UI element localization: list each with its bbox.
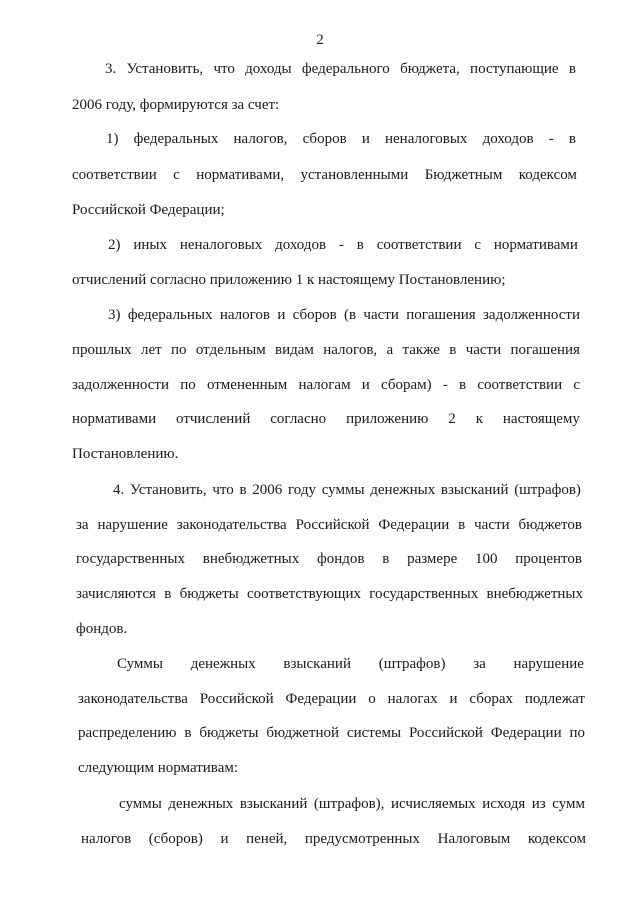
word: предусмотренных xyxy=(304,831,421,847)
word: о xyxy=(368,691,376,707)
word: задолженности xyxy=(72,377,169,393)
text-line: 2006 году, формируются за счет: xyxy=(72,97,280,113)
word: видам xyxy=(275,342,314,358)
word: в xyxy=(568,61,576,77)
text-line xyxy=(78,690,585,708)
word: 100 xyxy=(475,551,498,567)
word: за xyxy=(473,656,486,672)
word: суммы xyxy=(321,482,365,498)
word: федерального xyxy=(301,61,390,77)
word: исчисляемых xyxy=(390,796,476,812)
word: налогам xyxy=(298,377,351,393)
word: подлежат xyxy=(524,691,585,707)
word: сборов xyxy=(302,131,347,147)
word: с xyxy=(573,377,580,393)
word: к xyxy=(475,411,483,427)
word: (штрафов), xyxy=(313,796,385,812)
word: Российской xyxy=(295,517,370,533)
word: взысканий xyxy=(283,656,351,672)
word: с xyxy=(474,237,481,253)
word: денежных xyxy=(190,656,256,672)
word: в xyxy=(568,131,576,147)
word: и xyxy=(361,377,370,393)
word: налогов xyxy=(219,307,270,323)
text-line xyxy=(72,341,580,359)
word: за xyxy=(76,517,89,533)
word: Установить, xyxy=(126,61,204,77)
word: 4. xyxy=(113,482,125,498)
word: сумм xyxy=(552,796,585,812)
word: также xyxy=(402,342,440,358)
word: сборов xyxy=(292,307,337,323)
word: кодексом xyxy=(518,167,577,183)
word: (штрафов) xyxy=(514,482,581,498)
word: соответствующих xyxy=(247,586,361,602)
word: - xyxy=(338,237,344,253)
text-line xyxy=(108,306,580,324)
word: поступающие xyxy=(470,61,559,77)
word: нарушение xyxy=(513,656,584,672)
word: распределению xyxy=(78,725,177,741)
word: отмененным xyxy=(206,377,288,393)
word: в xyxy=(382,551,390,567)
word: и xyxy=(277,307,286,323)
text-line xyxy=(106,130,576,148)
word: взысканий xyxy=(239,796,308,812)
word: по xyxy=(170,342,187,358)
word: денежных xyxy=(168,796,234,812)
word: денежных xyxy=(370,482,436,498)
text-line xyxy=(113,481,581,499)
word: Бюджетным xyxy=(424,167,503,183)
word: сборах xyxy=(469,691,514,707)
word: исходя xyxy=(482,796,526,812)
word: налогов, xyxy=(233,131,288,147)
word: лет xyxy=(140,342,162,358)
word: законодательства xyxy=(78,691,188,707)
word: Установить, xyxy=(129,482,207,498)
page-number: 2 xyxy=(316,32,324,48)
text-line: отчислений согласно приложению 1 к настоящему Постановлению; xyxy=(72,272,506,288)
word: и xyxy=(449,691,458,707)
word: доходов xyxy=(482,131,534,147)
text-line xyxy=(72,410,580,428)
word: зачисляются xyxy=(76,586,156,602)
word: части xyxy=(474,517,510,533)
text-line xyxy=(76,550,582,568)
word: году xyxy=(288,482,316,498)
word: размере xyxy=(407,551,458,567)
word: (сборов) xyxy=(148,831,203,847)
text-line: следующим нормативам: xyxy=(78,760,239,776)
word: неналоговых xyxy=(385,131,468,147)
word: в xyxy=(164,586,172,602)
word: государственных xyxy=(76,551,185,567)
word: из xyxy=(531,796,546,812)
word: внебюджетных xyxy=(202,551,300,567)
word: законодательства xyxy=(176,517,287,533)
word: прошлых xyxy=(72,342,132,358)
word: (штрафов) xyxy=(378,656,446,672)
word: части xyxy=(465,342,502,358)
word: настоящему xyxy=(502,411,580,427)
word: погашения xyxy=(510,342,580,358)
word: отдельным xyxy=(195,342,266,358)
word: и xyxy=(361,131,370,147)
word: соответствии xyxy=(477,377,563,393)
word: 2 xyxy=(448,411,456,427)
word: Российской xyxy=(199,691,274,707)
text-line xyxy=(108,236,578,254)
word: задолженности xyxy=(483,307,580,323)
text-line xyxy=(81,830,586,848)
word: согласно xyxy=(270,411,327,427)
word: части xyxy=(363,307,399,323)
word: Суммы xyxy=(117,656,163,672)
word: бюджета, xyxy=(400,61,460,77)
text-line xyxy=(119,795,585,813)
word: 2) xyxy=(108,237,121,253)
text-line xyxy=(72,376,580,394)
word: в xyxy=(184,725,192,741)
word: по xyxy=(180,377,196,393)
word: по xyxy=(569,725,585,741)
word: отчислений xyxy=(176,411,251,427)
word: бюджетной xyxy=(266,725,340,741)
text-line xyxy=(76,585,583,603)
word: государственных xyxy=(369,586,479,602)
word: Налоговым xyxy=(437,831,511,847)
word: доходов xyxy=(275,237,327,253)
word: налогах xyxy=(387,691,438,707)
word: 2006 xyxy=(252,482,283,498)
word: фондов xyxy=(316,551,365,567)
word: пеней, xyxy=(246,831,288,847)
word: Федерации xyxy=(378,517,450,533)
word: налогов, xyxy=(323,342,378,358)
word: суммы xyxy=(119,796,162,812)
word: нарушение xyxy=(97,517,168,533)
text-line xyxy=(72,166,577,184)
word: Федерации xyxy=(490,725,562,741)
word: бюджетов xyxy=(518,517,582,533)
word: налогов xyxy=(81,831,132,847)
word: в xyxy=(458,517,466,533)
word: бюджеты xyxy=(199,725,259,741)
word: 1) xyxy=(106,131,119,147)
word: (в xyxy=(344,307,357,323)
word: 3) xyxy=(108,307,121,323)
word: нормативами xyxy=(72,411,157,427)
word: неналоговых xyxy=(179,237,263,253)
word: в xyxy=(239,482,247,498)
word: погашения xyxy=(406,307,476,323)
text-line xyxy=(76,516,582,534)
word: приложению xyxy=(346,411,429,427)
word: установленными xyxy=(300,167,409,183)
word: иных xyxy=(133,237,167,253)
word: внебюджетных xyxy=(486,586,583,602)
word: с xyxy=(173,167,180,183)
word: 3. xyxy=(105,61,117,77)
word: федеральных xyxy=(133,131,219,147)
word: Российской xyxy=(408,725,483,741)
word: в xyxy=(356,237,364,253)
word: кодексом xyxy=(527,831,586,847)
word: а xyxy=(386,342,394,358)
word: доходы xyxy=(245,61,292,77)
word: бюджеты xyxy=(179,586,239,602)
text-line: фондов. xyxy=(76,621,128,637)
text-line xyxy=(117,655,584,673)
word: соответствии xyxy=(72,167,157,183)
text-line xyxy=(78,724,585,742)
word: что xyxy=(212,482,234,498)
word: - xyxy=(548,131,554,147)
word: соответствии xyxy=(376,237,462,253)
word: нормативами, xyxy=(196,167,285,183)
word: нормативами xyxy=(493,237,578,253)
text-line: Российской Федерации; xyxy=(72,202,225,218)
word: - xyxy=(442,377,448,393)
word: что xyxy=(213,61,235,77)
word: федеральных xyxy=(127,307,213,323)
word: взысканий xyxy=(440,482,509,498)
word: системы xyxy=(346,725,402,741)
word: сборам) xyxy=(381,377,432,393)
text-line xyxy=(105,60,576,78)
word: процентов xyxy=(515,551,582,567)
word: в xyxy=(449,342,457,358)
word: Федерации xyxy=(285,691,357,707)
word: в xyxy=(459,377,467,393)
word: и xyxy=(220,831,229,847)
text-line: Постановлению. xyxy=(72,446,179,462)
